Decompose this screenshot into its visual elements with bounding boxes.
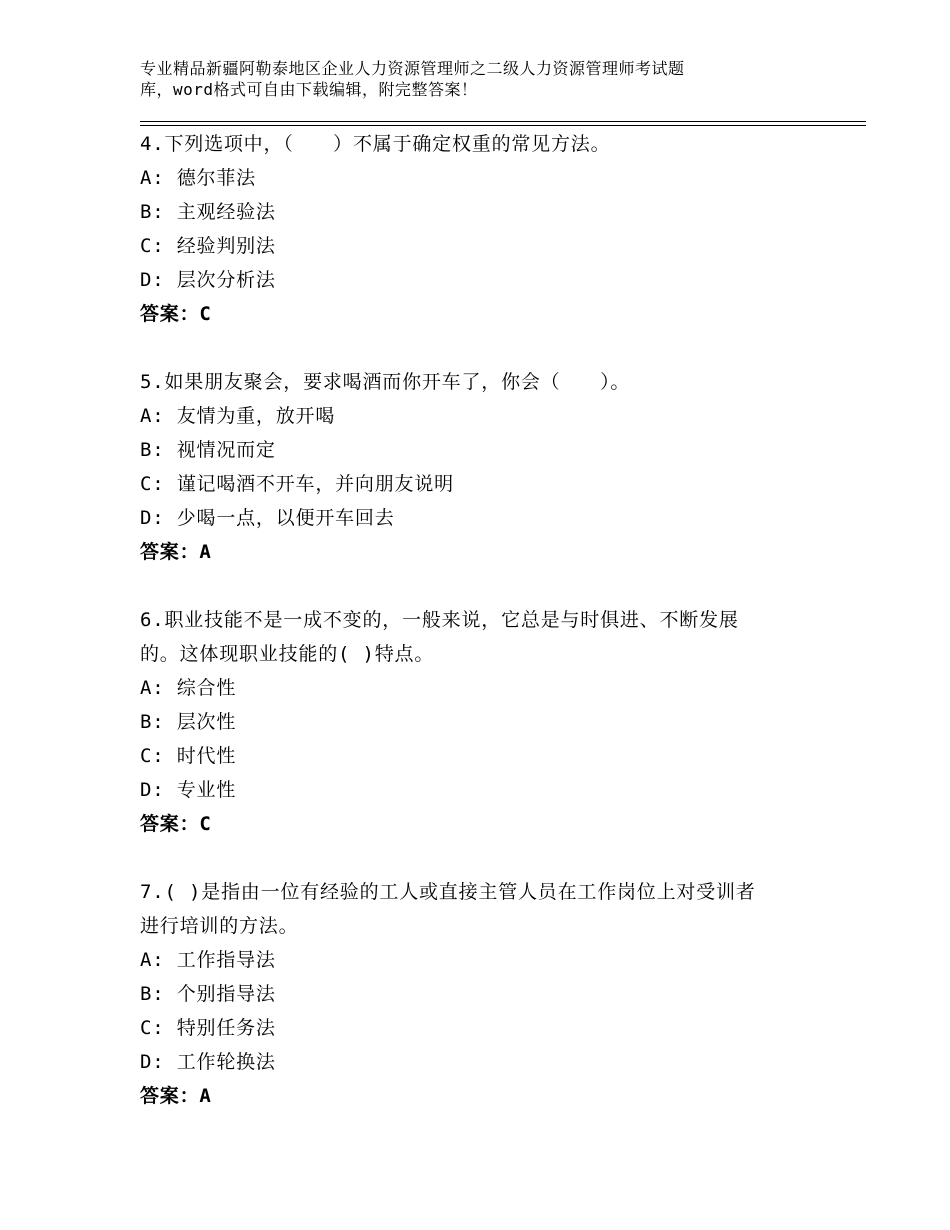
option-d: D: 层次分析法 [140,269,276,291]
option-d: D: 少喝一点，以便开车回去 [140,507,395,529]
option-a: A: 工作指导法 [140,949,276,971]
option-b: B: 主观经验法 [140,201,276,223]
option-b: B: 层次性 [140,711,237,733]
question-text-line-1: 6.职业技能不是一成不变的，一般来说，它总是与时俱进、不断发展 [140,609,739,631]
option-d: D: 工作轮换法 [140,1051,276,1073]
header-line-2: 库，word格式可自由下载编辑，附完整答案！ [140,80,478,99]
option-a: A: 德尔菲法 [140,167,256,189]
header-rule-thin [140,125,866,126]
question-6 [140,603,820,875]
option-b: B: 视情况而定 [140,439,276,461]
answer-label: 答案：A [140,1085,212,1107]
question-text-line-2: 的。这体现职业技能的( )特点。 [140,643,435,665]
question-text-line-2: 进行培训的方法。 [140,915,299,937]
option-b: B: 个别指导法 [140,983,276,1005]
answer-label: 答案：C [140,813,212,835]
option-c: C: 时代性 [140,745,237,767]
option-d: D: 专业性 [140,779,237,801]
question-7 [140,875,820,1113]
question-4 [140,127,820,365]
header-line-1: 专业精品新疆阿勒泰地区企业人力资源管理师之二级人力资源管理师考试题 [140,59,685,78]
question-text: 4.下列选项中，（ ）不属于确定权重的常见方法。 [140,133,611,155]
answer-label: 答案：A [140,541,212,563]
question-5 [140,365,820,603]
option-a: A: 友情为重，放开喝 [140,405,336,427]
header-rule-thick [140,121,866,122]
option-c: C: 经验判别法 [140,235,276,257]
question-text: 5.如果朋友聚会，要求喝酒而你开车了，你会（ ）。 [140,371,631,393]
question-text-line-1: 7.( )是指由一位有经验的工人或直接主管人员在工作岗位上对受训者 [140,881,756,903]
question-list [140,127,820,1113]
option-c: C: 谨记喝酒不开车，并向朋友说明 [140,473,454,495]
option-c: C: 特别任务法 [140,1017,276,1039]
document-header [140,58,820,100]
option-a: A: 综合性 [140,677,237,699]
answer-label: 答案：C [140,303,212,325]
